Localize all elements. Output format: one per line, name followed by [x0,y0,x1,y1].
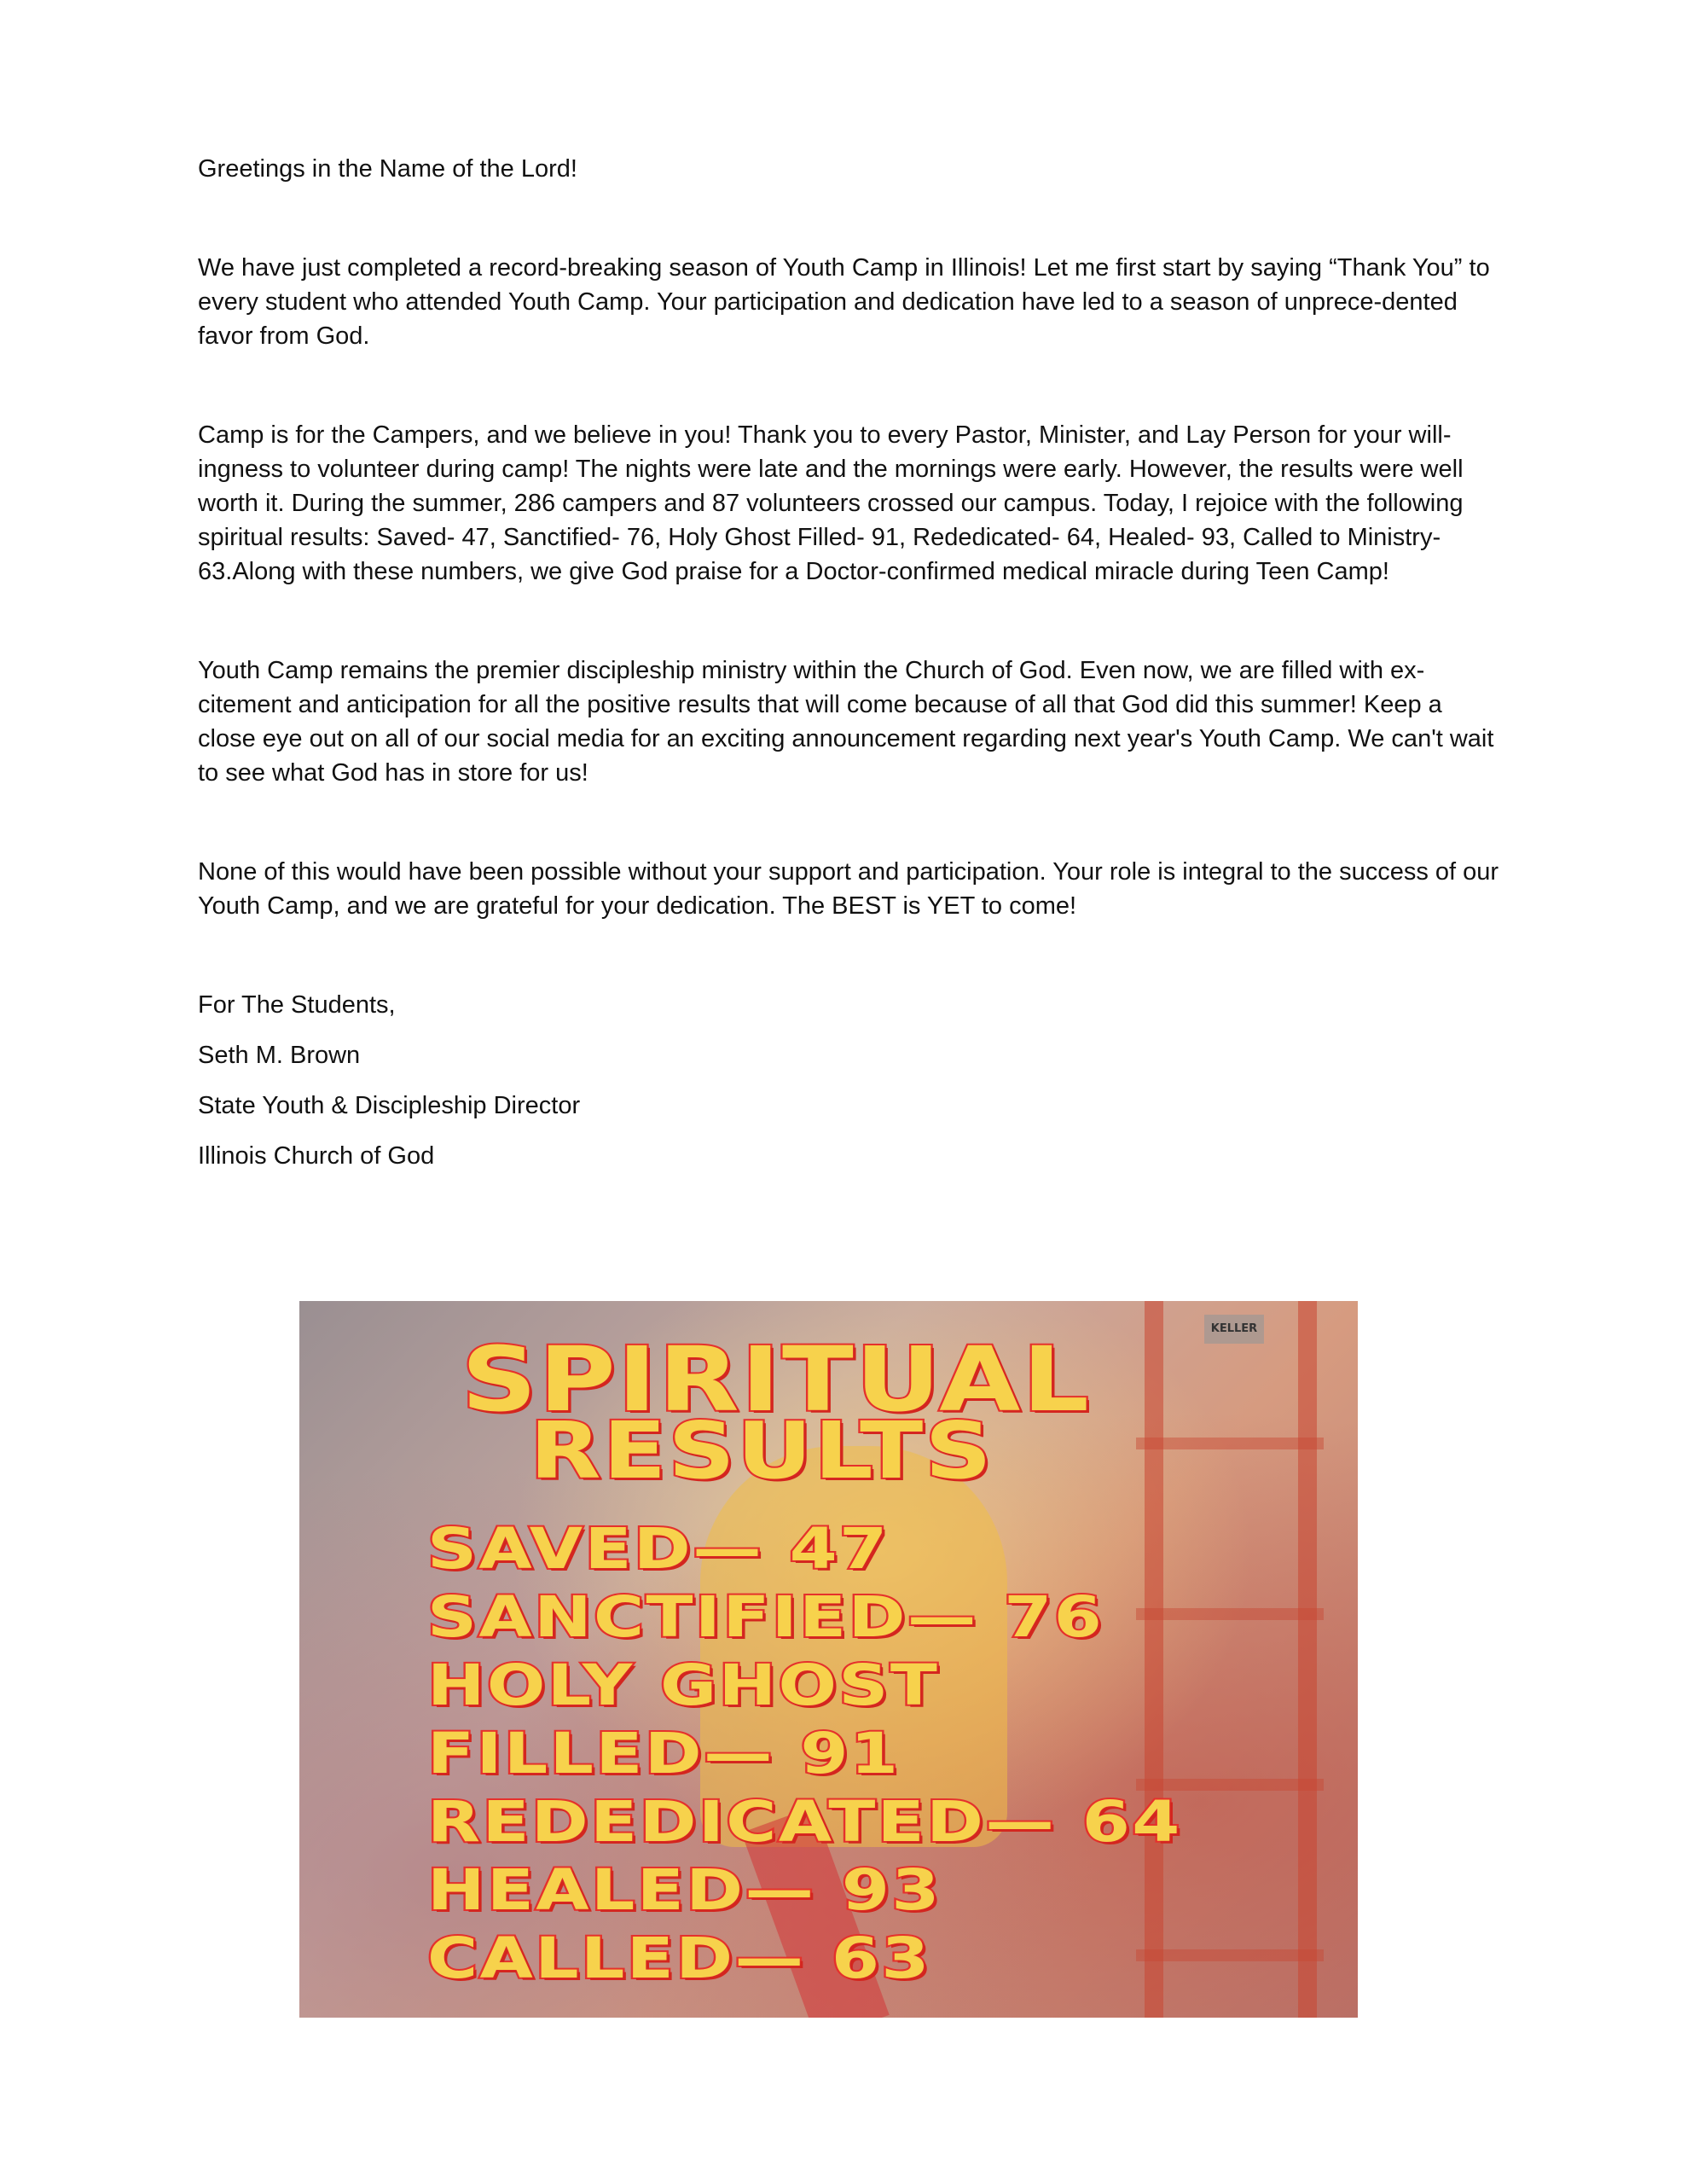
stat-healed: HEALED— 93 [427,1857,942,1923]
paragraph-discipleship: Youth Camp remains the premier discipleship ministry within the Church of God. Even now, we are filled with ex-citement and anticipation for all the positive results that will come because of all that God did this summer! Keep a close eye out on all of our social media for an exciting announcement regarding next year's Youth Camp. We can't wait to see what God has in store for us! [198,657,1494,787]
letter-body [198,152,1503,1189]
paragraph-thanks: None of this would have been possible without your support and participation. Your role is integral to the success of our Youth Camp, and we are grateful for your dedication. The BEST is YET to come! [198,858,1499,920]
stat-rededicated: REDEDICATED— 64 [427,1789,1182,1855]
signer-title: State Youth & Discipleship Director [198,1092,581,1119]
paragraph-intro: We have just completed a record-breaking season of Youth Camp in Illinois! Let me first start by saying “Thank You” to every student who attended Youth Camp. Your participation and dedication have led to a season of unprece-dented favor from God. [198,254,1490,350]
stat-sanctified: SANCTIFIED— 76 [427,1584,1104,1650]
ladder-brand-label: KELLER [1204,1315,1264,1344]
stat-filled: FILLED— 91 [427,1721,901,1786]
stat-holy-ghost: HOLY GHOST [427,1653,940,1718]
poster-title-line1: SPIRITUAL [461,1327,1092,1432]
stat-called: CALLED— 63 [427,1926,931,1991]
closing: For The Students, [198,991,396,1019]
signer-organization: Illinois Church of God [198,1142,435,1170]
ladder-graphic [1136,1301,1324,2018]
spiritual-results-image [299,1301,1358,2018]
paragraph-results: Camp is for the Campers, and we believe in you! Thank you to every Pastor, Minister, and Lay Person for your will-ingness to volunteer during camp! The nights were late and the mornings were early. However, the results were well worth it. During the summer, 286 campers and 87 volunteers crossed our campus. Today, I rejoice with the following spiritual results: Saved- 47, Sanctified- 76, Holy Ghost Filled- 91, Rededicated- 64, Healed- 93, Called to Ministry- 63.Along with these numbers, we give God praise for a Doctor-confirmed medical miracle during Teen Camp! [198,421,1464,585]
signer-name: Seth M. Brown [198,1042,361,1069]
stat-saved: SAVED— 47 [427,1516,890,1582]
greeting: Greetings in the Name of the Lord! [198,155,577,183]
poster-title-line2: RESULTS [530,1405,994,1496]
